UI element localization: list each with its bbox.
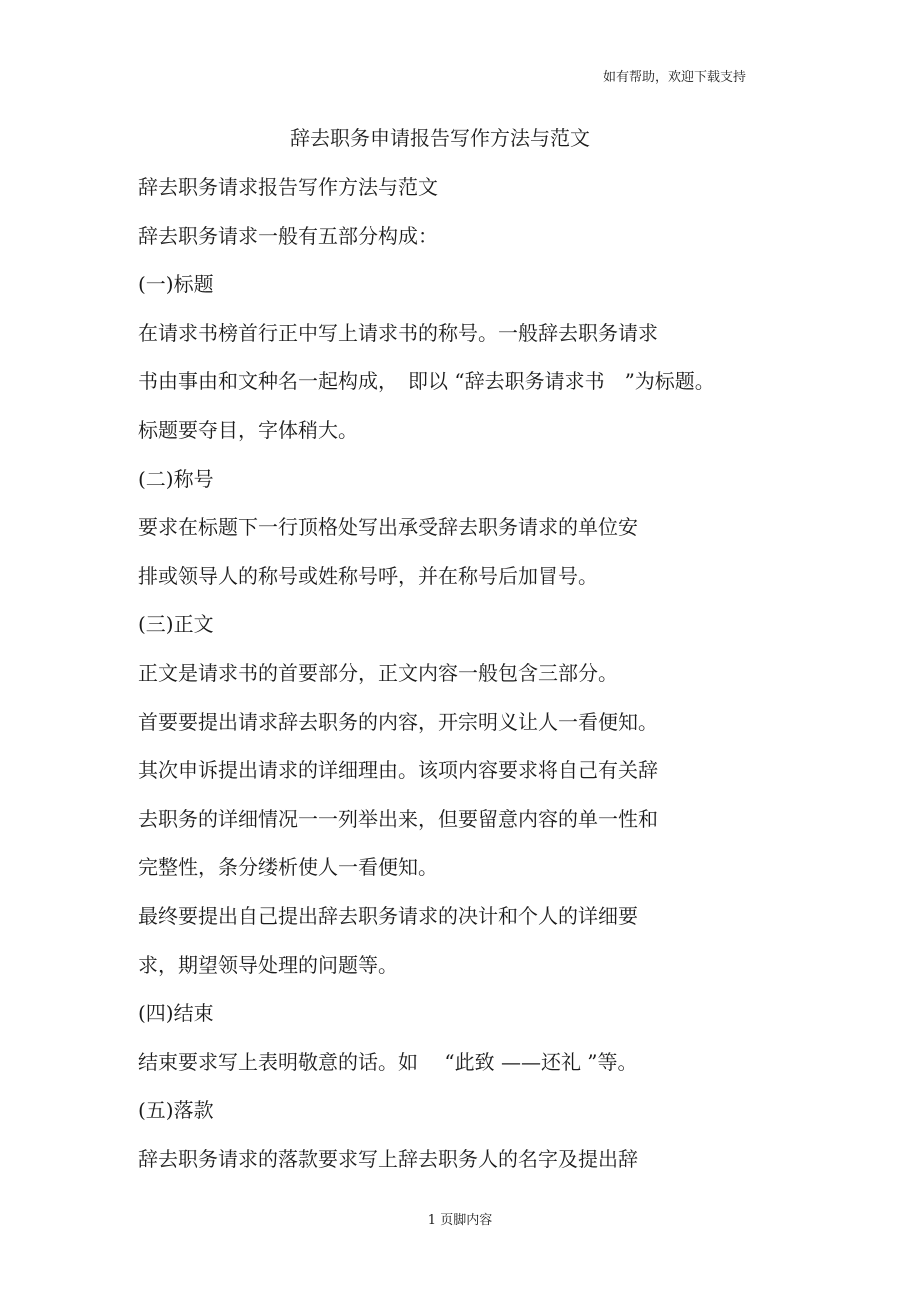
body-line: 书由事由和文种名一起构成， 即以 “辞去职务请求书 ”为标题。 [138, 369, 715, 394]
body-line: 在请求书榜首行正中写上请求书的称号。一般辞去职务请求 [138, 320, 658, 345]
header-note: 如有帮助，欢迎下载支持 [603, 70, 747, 85]
document-body [138, 170, 818, 1190]
body-line: 去职务的详细情况一一列举出来，但要留意内容的单一性和 [138, 806, 658, 831]
body-line: 标题要夺目，字体稍大。 [138, 417, 358, 442]
body-line: 求，期望领导处理的问题等。 [138, 952, 398, 977]
body-line: 辞去职务请求一般有五部分构成： [138, 223, 438, 248]
footer-note: 1 页脚内容 [427, 1213, 493, 1228]
document-title: 辞去职务申请报告写作方法与范文 [290, 126, 590, 150]
section-heading: (四)结束 [138, 1001, 214, 1026]
body-line: 辞去职务请求的落款要求写上辞去职务人的名字及提出辞 [138, 1146, 638, 1171]
body-line: 其次申诉提出请求的详细理由。该项内容要求将自己有关辞 [138, 758, 658, 783]
section-heading: (一)标题 [138, 272, 214, 297]
section-heading: (五)落款 [138, 1098, 214, 1123]
body-line: 最终要提出自己提出辞去职务请求的决计和个人的详细要 [138, 903, 638, 928]
body-line: 首要要提出请求辞去职务的内容，开宗明义让人一看便知。 [138, 709, 658, 734]
section-heading: (三)正文 [138, 612, 214, 637]
body-line: 结束要求写上表明敬意的话。如 “此致 ——还礼 ”等。 [138, 1049, 638, 1074]
body-line: 正文是请求书的首要部分，正文内容一般包含三部分。 [138, 660, 618, 685]
body-line: 要求在标题下一行顶格处写出承受辞去职务请求的单位安 [138, 515, 638, 540]
body-line: 辞去职务请求报告写作方法与范文 [138, 175, 438, 199]
body-line: 排或领导人的称号或姓称号呼，并在称号后加冒号。 [138, 563, 598, 588]
section-heading: (二)称号 [138, 466, 214, 491]
body-line: 完整性，条分缕析使人一看便知。 [138, 855, 438, 880]
